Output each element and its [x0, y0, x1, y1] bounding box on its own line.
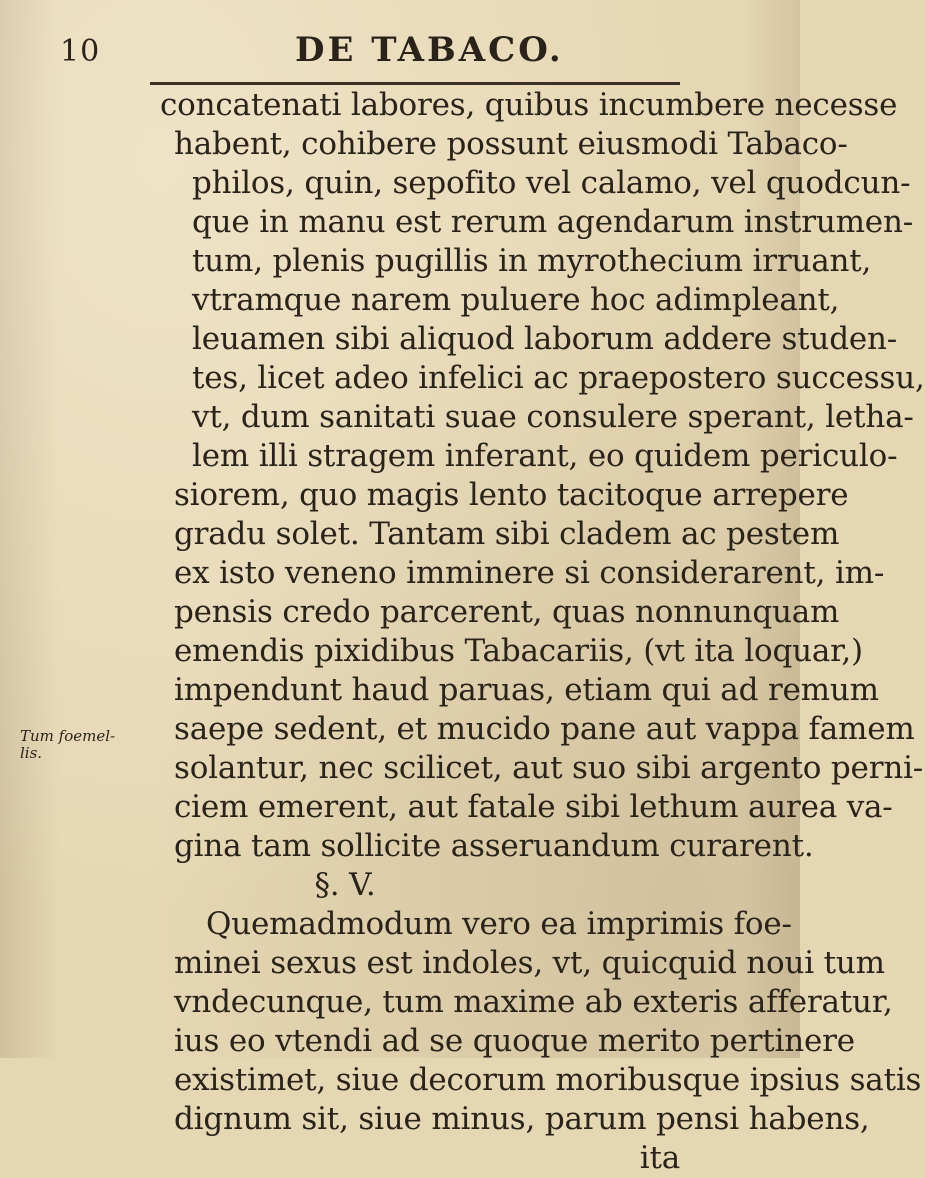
- text-line: tum, plenis pugillis in myrothecium irruant,: [192, 243, 872, 279]
- page-number: 10: [60, 34, 101, 69]
- text-line: minei sexus est indoles, vt, quicquid noui tum: [174, 945, 885, 981]
- header-rule: [150, 82, 680, 85]
- text-line: que in manu est rerum agendarum instrumen-: [192, 204, 913, 240]
- text-line: saepe sedent, et mucido pane aut vappa famem: [174, 711, 915, 747]
- running-head: DE TABACO.: [295, 30, 564, 70]
- text-line: concatenati labores, quibus incumbere necesse: [160, 87, 898, 123]
- text-line: gina tam sollicite asseruandum curarent.: [174, 828, 814, 864]
- section-mark: §. V.: [314, 867, 376, 903]
- text-line: vt, dum sanitati suae consulere sperant, letha-: [192, 399, 914, 435]
- margin-note: [20, 728, 130, 762]
- text-line: tes, licet adeo infelici ac praepostero successu,: [192, 360, 925, 396]
- text-line: vndecunque, tum maxime ab exteris afferatur,: [174, 984, 893, 1020]
- text-line: gradu solet. Tantam sibi cladem ac pestem: [174, 516, 840, 552]
- margin-note-text: Tum foemel- lis.: [20, 727, 116, 762]
- text-line: dignum sit, siue minus, parum pensi habens,: [174, 1101, 870, 1137]
- text-line: ius eo vtendi ad se quoque merito pertinere: [174, 1023, 855, 1059]
- text-line: leuamen sibi aliquod laborum addere studen-: [192, 321, 898, 357]
- text-line: siorem, quo magis lento tacitoque arrepere: [174, 477, 849, 513]
- text-line: pensis credo parcerent, quas nonnunquam: [174, 594, 840, 630]
- body-text: [130, 86, 925, 1178]
- text-line: habent, cohibere possunt eiusmodi Tabaco-: [174, 126, 848, 162]
- catchword: ita: [639, 1140, 680, 1176]
- text-line: vtramque narem puluere hoc adimpleant,: [192, 282, 840, 318]
- text-line: philos, quin, sepofito vel calamo, vel quodcun-: [192, 165, 911, 201]
- text-line: ex isto veneno imminere si considerarent, im-: [174, 555, 885, 591]
- text-line: Quemadmodum vero ea imprimis foe-: [206, 906, 792, 942]
- page-header: [60, 30, 700, 76]
- text-line: lem illi stragem inferant, eo quidem periculo-: [192, 438, 898, 474]
- text-line: solantur, nec scilicet, aut suo sibi argento perni-: [174, 750, 924, 786]
- text-line: existimet, siue decorum moribusque ipsius satis: [174, 1062, 922, 1098]
- text-line: emendis pixidibus Tabacariis, (vt ita loquar,): [174, 633, 863, 669]
- text-line: impendunt haud paruas, etiam qui ad remum: [174, 672, 879, 708]
- text-line: ciem emerent, aut fatale sibi lethum aurea va-: [174, 789, 893, 825]
